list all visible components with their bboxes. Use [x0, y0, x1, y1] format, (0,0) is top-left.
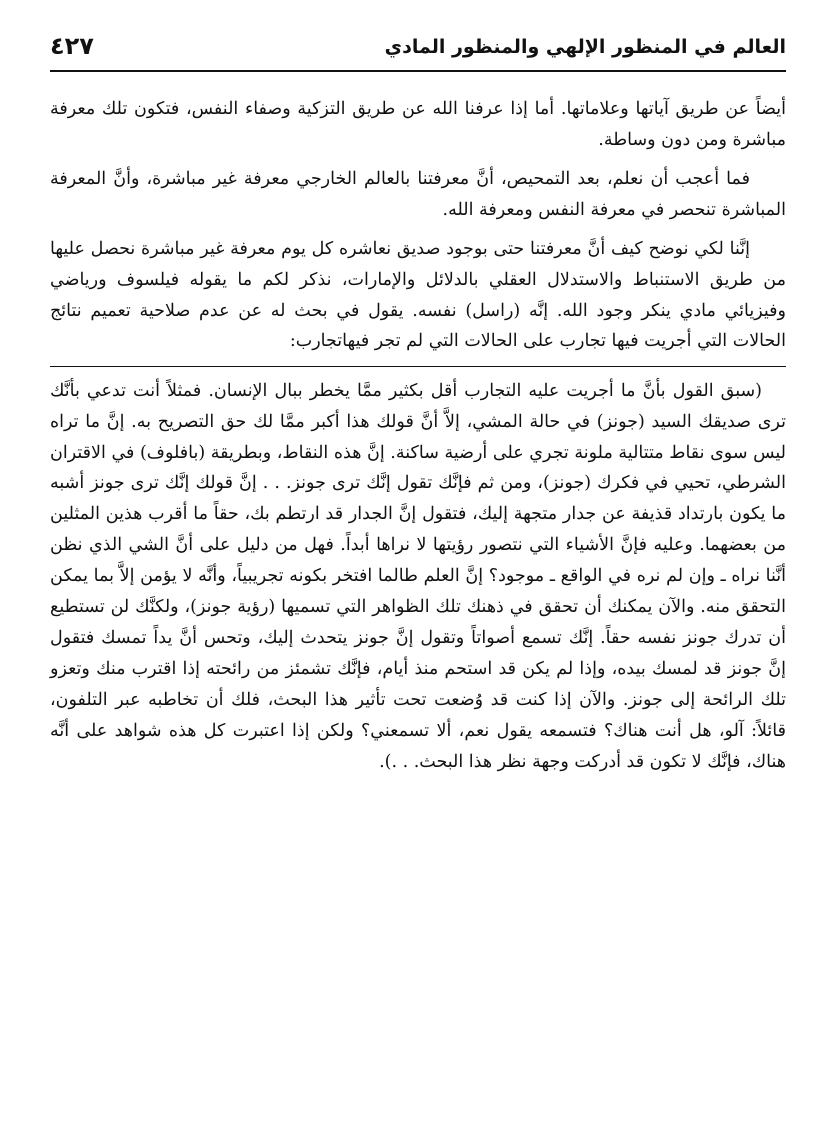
russell-quote: (سبق القول بأنَّ ما أجريت عليه التجارب أقل بكثير ممَّا يخطر ببال الإنسان. فمثلاً أنت تدعي بأنَّك ترى صديقك السيد (جونز) في حالة المشي، إلاَّ أنَّ قولك هذا أكبر ممَّا لك حق التصريح به. إنَّ ما تراه ليس سوى نقاط متتالية ملونة تجري على أرضية ساكنة. إنَّ هذه النقاط، وبطريقة (بافلوف) في الاقتران الشرطي، تحيي في فكرك (جونز)، ومن ثم فإنَّك تقول إنَّك ترى جونز. . . إنَّ قولك إنَّك ترى جونز أشبه ما يكون بارتداد قذيفة عن جدار متجهة إليك، فتقول إنَّ الجدار قد ارتطم بك، حقاً ما أقرب هذين المثلين من بعضهما. وعليه فإنَّ الأشياء التي نتصور رؤيتها لا نراها أبداً. فهل من دليل على أنَّ الشي الذي نظن أنَّنا نراه ـ وإن لم نره في الواقع ـ موجود؟ إنَّ العلم طالما افتخر بكونه تجريبياً، وأنَّه لا يؤمن إلاَّ بما يمكن التحقق منه. والآن يمكنك أن تحقق في ذهنك تلك الظواهر التي تسميها (رؤية جونز)، ولكنَّك لن تستطيع أن تدرك جونز نفسه حقاً. إنَّك تسمع أصواتاً وتقول إنَّ جونز يتحدث إليك، وتحس أنَّ يداً تمسك فتقول إنَّ جونز قد لمسك بيده، وإذا لم يكن قد استحم منذ أيام، فإنَّك تشمئز من رائحته إذا اقترب منك وتعزو تلك الرائحة إلى جونز. والآن إذا كنت قد وُضعت تحت تأثير هذا البحث، فلك أن تخاطبه عبر التلفون، قائلاً: آلو، هل أنت هناك؟ فتسمعه يقول نعم، ألا تسمعني؟ ولكن إذا اعتبرت كل هذه شواهد على أنَّه هناك، فإنَّك لا تكون قد أدركت وجهة نظر هذا البحث. . .).: [50, 380, 786, 772]
page-number: ٤٢٧: [50, 32, 94, 60]
header-title: العالم في المنظور الإلهي والمنظور المادي: [384, 36, 786, 58]
paragraph-2: فما أعجب أن نعلم، بعد التمحيص، أنَّ معرفتنا بالعالم الخارجي معرفة غير مباشرة، وأنَّ المعرفة المباشرة تنحصر في معرفة النفس ومعرفة الله.: [50, 169, 786, 220]
page-body: [50, 94, 786, 778]
running-header: [50, 30, 786, 72]
book-page: [50, 30, 786, 778]
paragraph-3: إنَّنا لكي نوضح كيف أنَّ معرفتنا حتى بوجود صديق نعاشره كل يوم معرفة غير مباشرة نحصل عليها من طريق الاستنباط والاستدلال العقلي بالدلائل والإمارات، نذكر لكم ما يقوله فيلسوف ورياضي وفيزيائي مادي ينكر وجود الله. إنَّه (راسل) نفسه. يقول في بحث له عن عدم صلاحية تعميم نتائج الحالات التي أجريت فيها تجارب على الحالات التي لم تجر فيهاتجارب:: [50, 239, 786, 352]
quote-separator-rule: [50, 366, 786, 367]
paragraph-1: أيضاً عن طريق آياتها وعلاماتها. أما إذا عرفنا الله عن طريق التزكية وصفاء النفس، فتكون تلك معرفة مباشرة ومن دون وساطة.: [50, 99, 786, 150]
